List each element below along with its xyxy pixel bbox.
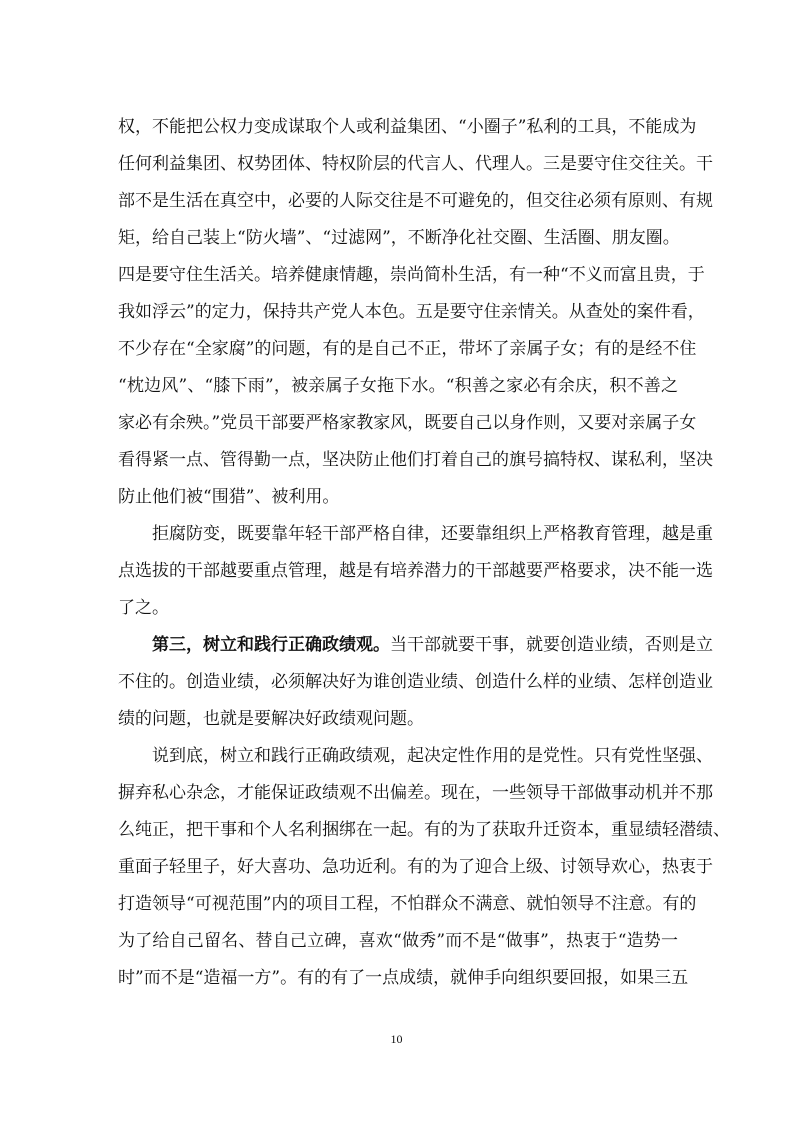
text-line: 重面子轻里子，好大喜功、急功近利。有的为了迎合上级、讨领导欢心，热衷于 [118, 857, 713, 877]
text-line [152, 630, 713, 660]
text-line: 我如浮云”的定力，保持共产党人本色。五是要守住亲情关。从查处的案件看， [118, 302, 705, 322]
text-line: 拒腐防变，既要靠年轻干部严格自律，还要靠组织上严格教育管理，越是重 [152, 524, 713, 544]
text-line: 任何利益集团、权势团体、特权阶层的代言人、代理人。三是要守住交往关。干 [118, 154, 713, 174]
text-line: 权，不能把公权力变成谋取个人或利益集团、“小圈子”私利的工具，不能成为 [118, 117, 697, 137]
text-line: 么纯正，把干事和个人名利捆绑在一起。有的为了获取升迁资本，重显绩轻潜绩、 [118, 820, 730, 840]
text-line: 了之。 [118, 598, 169, 618]
text-line: 摒弃私心杂念，才能保证政绩观不出偏差。现在，一些领导干部做事动机并不那 [118, 783, 713, 803]
text-line: 打造领导“可视范围”内的项目工程，不怕群众不满意、就怕领导不注意。有的 [118, 894, 697, 914]
text-line: 不住的。创造业绩，必须解决好为谁创造业绩、创造什么样的业绩、怎样创造业 [118, 672, 713, 692]
text-span: 当干部就要干事，就要创造业绩，否则是立 [390, 635, 713, 655]
section-heading: 第三，树立和践行正确政绩观。 [152, 635, 390, 655]
text-line: 看得紧一点、管得勤一点，坚决防止他们打着自己的旗号搞特权、谋私利，坚决 [118, 450, 713, 470]
text-line: 矩，给自己装上“防火墙”、“过滤网”，不断净化社交圈、生活圈、朋友圈。 [118, 228, 680, 248]
text-line: “枕边风”、“膝下雨”，被亲属子女拖下水。“积善之家必有余庆，积不善之 [118, 376, 678, 396]
text-line: 家必有余殃。”党员干部要严格家教家风，既要自己以身作则，又要对亲属子女 [118, 413, 697, 433]
text-line: 点选拔的干部越要重点管理，越是有培养潜力的干部越要严格要求，决不能一选 [118, 561, 713, 581]
text-line: 部不是生活在真空中，必要的人际交往是不可避免的，但交往必须有原则、有规 [118, 191, 713, 211]
text-line: 四是要守住生活关。培养健康情趣，崇尚简朴生活，有一种“不义而富且贵，于 [118, 265, 705, 285]
text-line: 为了给自己留名、替自己立碑，喜欢“做秀”而不是“做事”，热衷于“造势一 [118, 931, 678, 951]
text-line: 时”而不是“造福一方”。有的有了一点成绩，就伸手向组织要回报，如果三五 [118, 968, 689, 988]
text-line: 说到底，树立和践行正确政绩观，起决定性作用的是党性。只有党性坚强、 [152, 746, 713, 766]
text-line: 绩的问题，也就是要解决好政绩观问题。 [118, 709, 424, 729]
text-line: 不少存在“全家腐”的问题，有的是自己不正，带坏了亲属子女；有的是经不住 [118, 339, 697, 359]
page-number: 10 [390, 1032, 403, 1046]
text-line: 防止他们被“围猎”、被利用。 [118, 487, 340, 507]
